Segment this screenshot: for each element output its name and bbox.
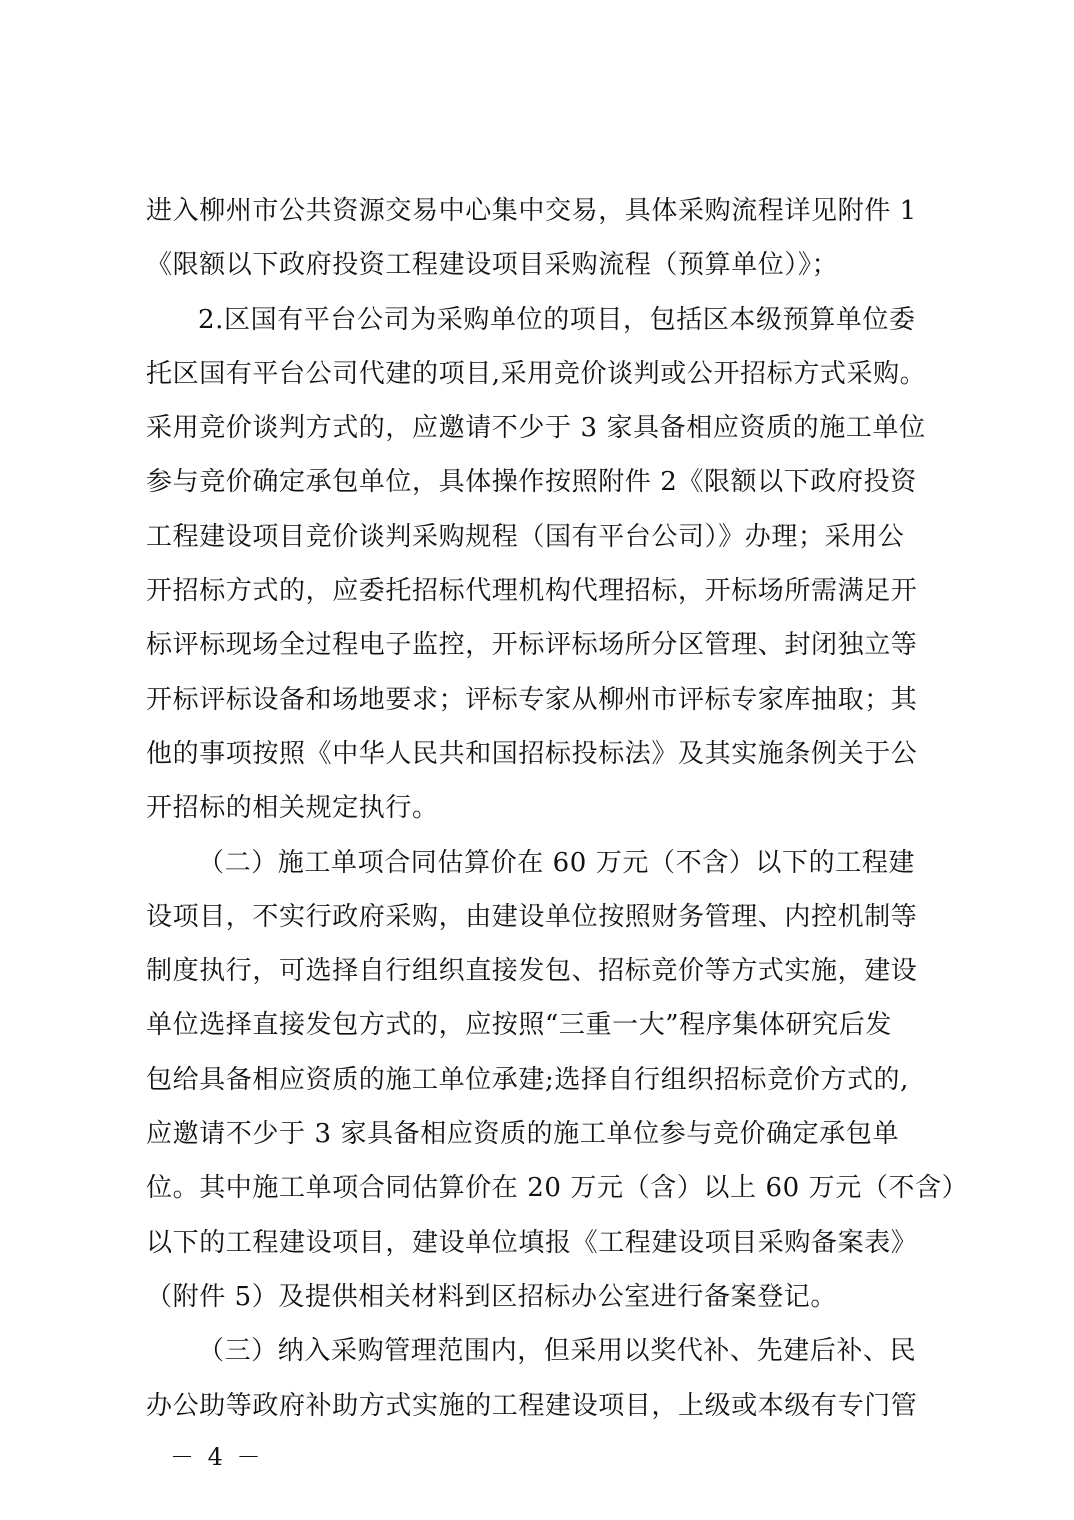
text-line: 开招标方式的，应委托招标代理机构代理招标，开标场所需满足开 [146, 576, 918, 607]
text-line: 开招标的相关规定执行。 [146, 793, 439, 824]
text-line: 进入柳州市公共资源交易中心集中交易，具体采购流程详见附件 1 [146, 196, 917, 226]
text-line: 开标评标设备和场地要求；评标专家从柳州市评标专家库抽取；其 [146, 684, 918, 715]
text-line: 《限额以下政府投资工程建设项目采购流程（预算单位）》； [146, 250, 839, 281]
paragraph-start-line: （三）纳入采购管理范围内，但采用以奖代补、先建后补、民 [198, 1336, 917, 1367]
text-line: 工程建设项目竞价谈判采购规程（国有平台公司）》办理；采用公 [146, 521, 905, 552]
text-line: 包给具备相应资质的施工单位承建;选择自行组织招标竞价方式的, [146, 1064, 910, 1095]
text-line: 标评标现场全过程电子监控，开标评标场所分区管理、封闭独立等 [146, 630, 918, 661]
paragraph-start-line: 2.区国有平台公司为采购单位的项目，包括区本级预算单位委 [198, 304, 916, 335]
text-line: 以下的工程建设项目，建设单位填报《工程建设项目采购备案表》 [146, 1227, 918, 1258]
page-number: － 4 － [170, 1443, 264, 1471]
text-line: （附件 5）及提供相关材料到区招标办公室进行备案登记。 [146, 1281, 838, 1312]
text-line: 单位选择直接发包方式的，应按照“三重一大”程序集体研究后发 [146, 1010, 892, 1041]
text-line: 设项目，不实行政府采购，由建设单位按照财务管理、内控机制等 [146, 901, 918, 932]
body-text [146, 184, 969, 1433]
text-line: 办公助等政府补助方式实施的工程建设项目，上级或本级有专门管 [146, 1390, 918, 1421]
text-line: 采用竞价谈判方式的，应邀请不少于 3 家具备相应资质的施工单位 [146, 413, 926, 444]
text-line: 他的事项按照《中华人民共和国招标投标法》及其实施条例关于公 [146, 738, 918, 769]
text-line: 位。其中施工单项合同估算价在 20 万元（含）以上 60 万元（不含） [146, 1173, 969, 1204]
paragraph-start-line: （二）施工单项合同估算价在 60 万元（不含）以下的工程建 [198, 847, 916, 878]
text-line: 托区国有平台公司代建的项目,采用竞价谈判或公开招标方式采购。 [146, 358, 927, 389]
text-line: 参与竞价确定承包单位，具体操作按照附件 2《限额以下政府投资 [146, 467, 917, 498]
text-line: 应邀请不少于 3 家具备相应资质的施工单位参与竞价确定承包单 [146, 1119, 900, 1150]
text-line: 制度执行，可选择自行组织直接发包、招标竞价等方式实施，建设 [146, 956, 918, 987]
